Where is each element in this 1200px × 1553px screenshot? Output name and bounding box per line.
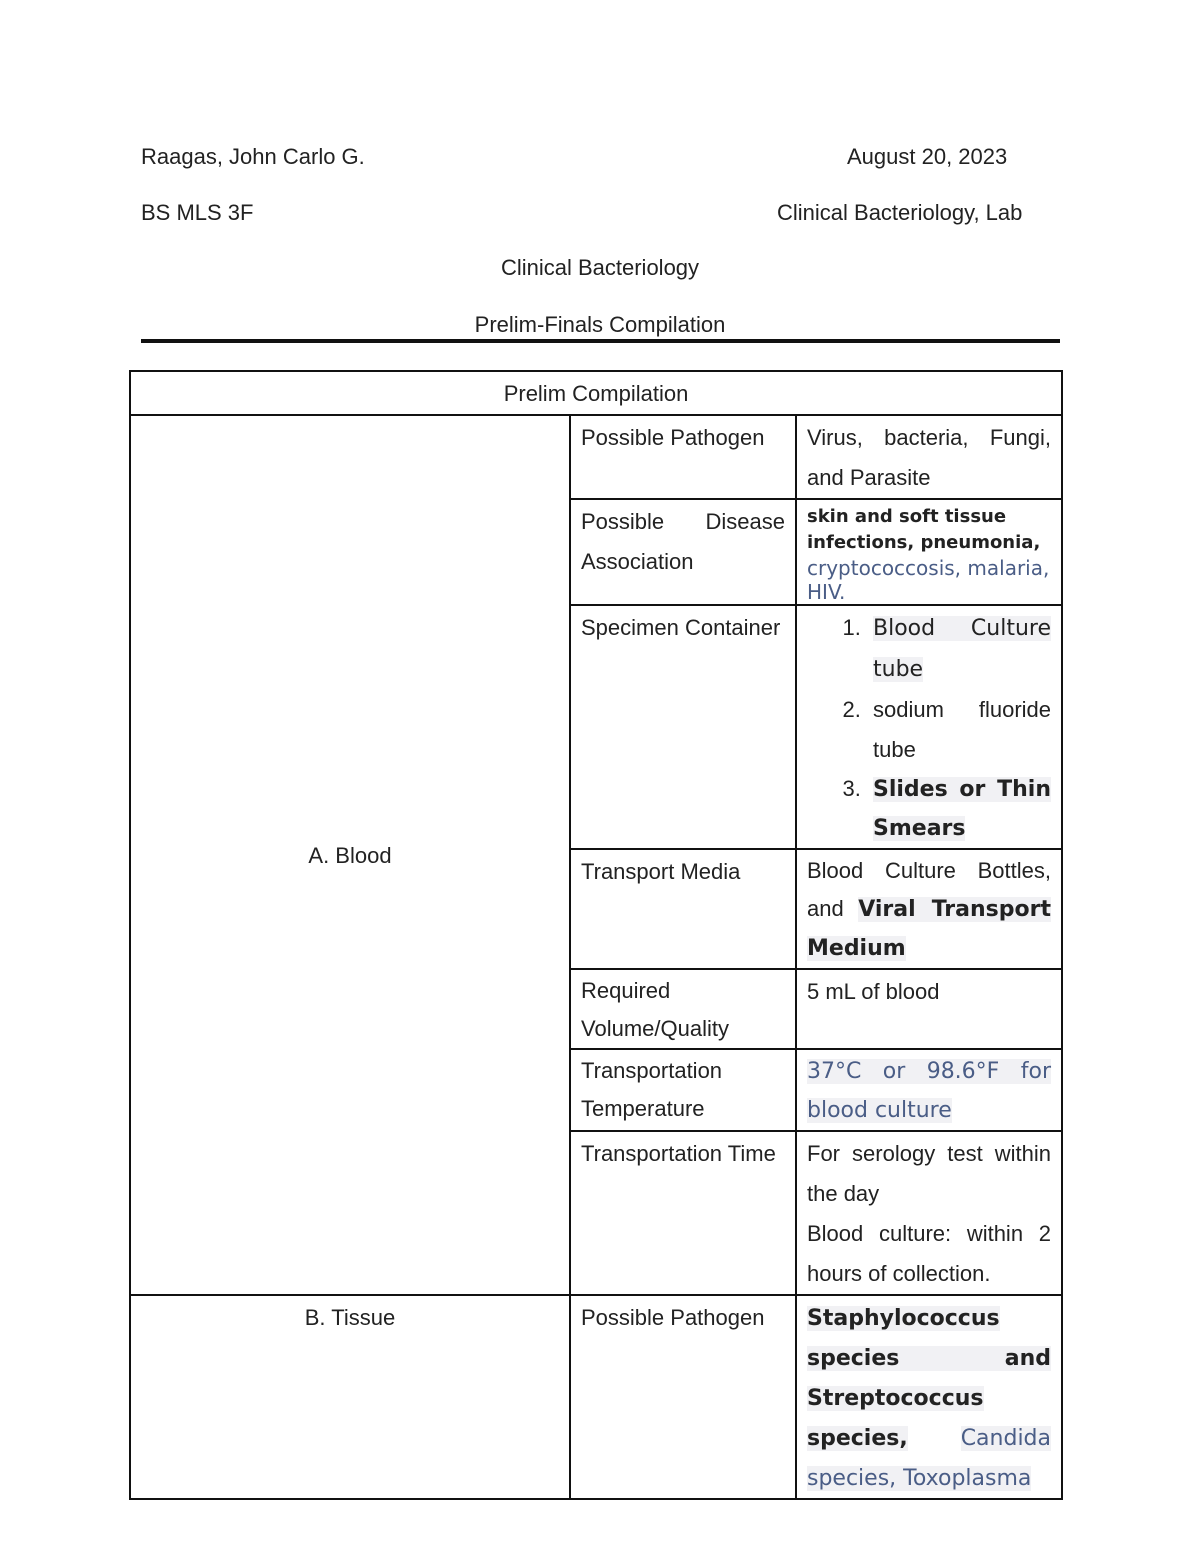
tissue-pathogen-value-a: Staphylococcus species and Streptococcus species, bbox=[807, 1306, 1051, 1451]
blood-volume-value: 5 mL of blood bbox=[796, 969, 1062, 1049]
tissue-pathogen-value-b: Candida species, Toxoplasma bbox=[807, 1426, 1051, 1491]
blood-pathogen-label: Possible Pathogen bbox=[570, 415, 796, 499]
blood-disease-value-a: skin and soft tissue infections, pneumonia, bbox=[807, 506, 1041, 553]
tissue-pathogen-label: Possible Pathogen bbox=[570, 1295, 796, 1499]
title-rule bbox=[141, 339, 1060, 343]
blood-time-value-b: Blood culture: within 2 hours of collection. bbox=[807, 1221, 1051, 1286]
blood-container-value bbox=[796, 605, 1062, 849]
tissue-pathogen-value bbox=[796, 1295, 1062, 1499]
list-item: 1. Blood Culture tube bbox=[867, 608, 1051, 690]
blood-time-value-a: For serology test within the day bbox=[807, 1141, 1051, 1206]
list-item: 2. sodium fluoride tube bbox=[867, 690, 1051, 770]
course-section: BS MLS 3F bbox=[141, 200, 254, 225]
blood-temperature-label: Transportation Temperature bbox=[570, 1049, 796, 1131]
document-date: August 20, 2023 bbox=[847, 144, 1008, 169]
blood-time-label: Transportation Time bbox=[570, 1131, 796, 1295]
student-name: Raagas, John Carlo G. bbox=[141, 144, 365, 169]
blood-media-value-b: Viral Transport Medium bbox=[807, 897, 1051, 961]
document-subtitle: Prelim-Finals Compilation bbox=[474, 312, 726, 337]
blood-volume-label: Required Volume/Quality bbox=[570, 969, 796, 1049]
table-heading: Prelim Compilation bbox=[130, 371, 1062, 415]
subject-name: Clinical Bacteriology, Lab bbox=[777, 200, 1023, 225]
blood-temperature-value: 37°C or 98.6°F for blood culture bbox=[796, 1049, 1062, 1131]
blood-disease-value bbox=[796, 499, 1062, 605]
blood-media-label: Transport Media bbox=[570, 849, 796, 969]
blood-time-value bbox=[796, 1131, 1062, 1295]
blood-media-value bbox=[796, 849, 1062, 969]
category-blood: A. Blood bbox=[130, 415, 570, 1295]
container-list bbox=[797, 608, 1051, 848]
blood-disease-label: Possible Disease Association bbox=[570, 499, 796, 605]
blood-media-value-a: Blood Culture Bottles, and bbox=[807, 858, 1051, 921]
compilation-table bbox=[129, 370, 1063, 1500]
document-title: Clinical Bacteriology bbox=[500, 255, 700, 280]
blood-pathogen-value: Virus, bacteria, Fungi, and Parasite bbox=[796, 415, 1062, 499]
blood-disease-value-b: cryptococcosis, malaria, HIV. bbox=[807, 556, 1050, 604]
category-tissue: B. Tissue bbox=[130, 1295, 570, 1499]
blood-container-label: Specimen Container bbox=[570, 605, 796, 849]
list-item: 3. Slides or Thin Smears bbox=[867, 770, 1051, 848]
